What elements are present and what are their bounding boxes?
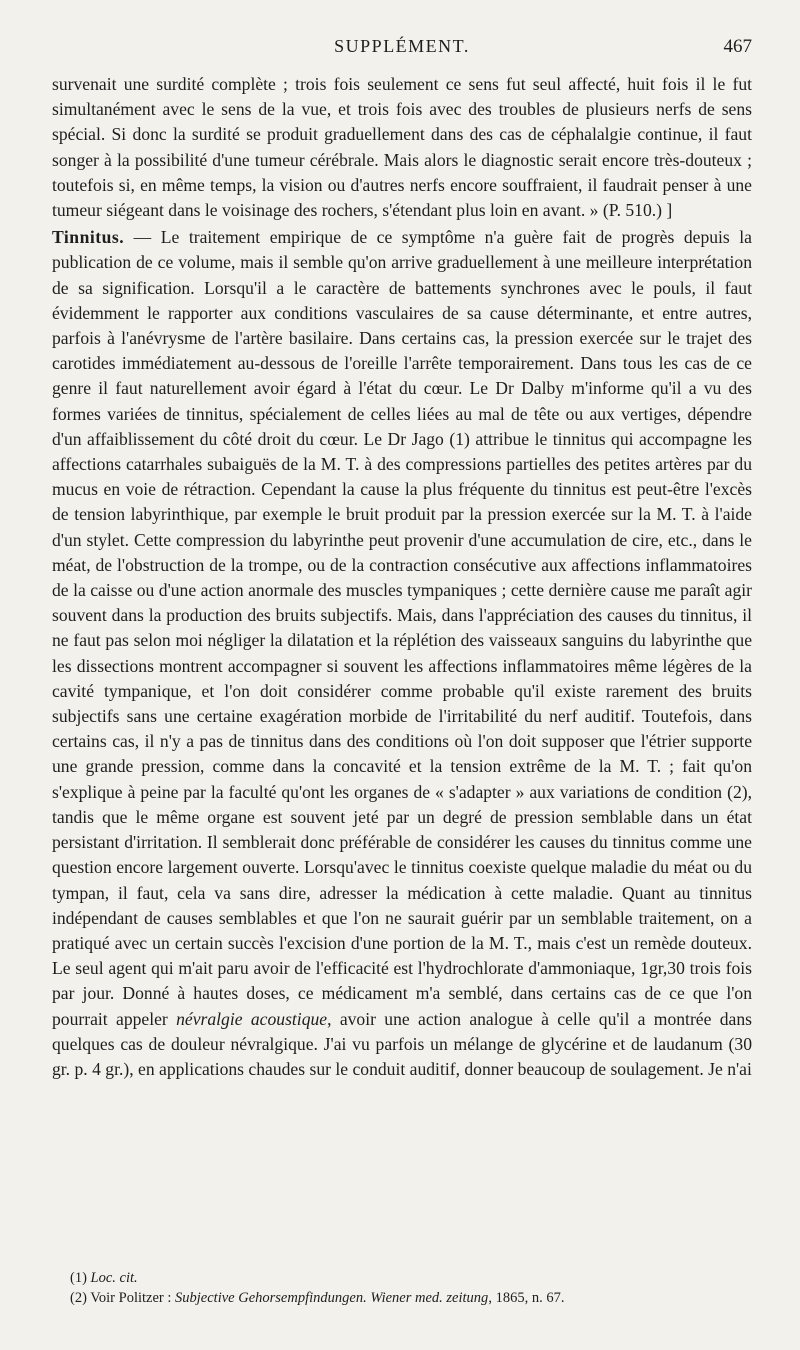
running-title: SUPPLÉMENT. (334, 36, 470, 56)
page-number: 467 (723, 36, 752, 57)
entry-term: Tinnitus. (52, 227, 125, 248)
footnote-2-number: (2) (70, 1290, 87, 1306)
footnote-1-number: (1) (70, 1270, 87, 1286)
footnote-1 (70, 1268, 752, 1288)
paragraph-text-b: , avoir une action analogue à celle qu'il a montrée dans quelques cas de douleur névralgique. J'ai vu parfois un mélange de glycérine et de laudanum (30 gr. p. 4 gr.), en applications chaudes sur le conduit auditif, donner beaucoup de soulagement. Je n'ai (52, 1008, 752, 1079)
footnotes (70, 1268, 752, 1308)
page-header (52, 32, 752, 72)
footnote-1-text: Loc. cit. (90, 1270, 138, 1286)
italic-term: névralgie acoustique (176, 1008, 328, 1029)
body-text (52, 72, 752, 1082)
footnote-2-prefix: Voir Politzer : (90, 1290, 176, 1306)
paragraph-text-a: — Le traitement empirique de ce symptôme n'a guère fait de progrès depuis la publication de ce volume, mais il semble qu'on arrive graduellement à une meilleure interprétation de sa signification. Lorsqu'il a le caractère de battements synchrones avec le pouls, il faut évidemment le rapporter aux conditions vasculaires de sa cause déterminante, et entre autres, parfois à l'anévrysme de l'artère basilaire. Dans certains cas, la pression exercée sur le trajet des carotides immédiatement au-dessous de l'oreille l'arrête temporairement. Dans tous les cas de ce genre il faut naturellement avoir égard à l'état du cœur. Le Dr Dalby m'informe qu'il a vu des formes variées de tinnitus, spécialement de celles liées au mal de tête ou aux vertiges, dépendre d'un affaiblissement du côté droit du cœur. Le Dr Jago (1) attribue le tinnitus qui accompagne les affections catarrhales subaiguës de la M. T. à des compressions partielles des petites artères par du mucus en voie de rétraction. Cependant la cause la plus fréquente du tinnitus est peut-être l'excès de tension labyrinthique, par exemple le bruit produit par la pression exercée sur la M. T. à l'aide d'un stylet. Cette compression du labyrinthe peut provenir d'une accumulation de cire, etc., dans le méat, de l'obstruction de la trompe, ou de la contraction consécutive aux affections inflammatoires de la caisse ou d'une action anormale des muscles tympaniques ; cette dernière cause me paraît agir souvent dans la production des bruits subjectifs. Mais, dans l'appréciation des causes du tinnitus, il ne faut pas selon moi négliger la dilatation et la réplétion des vaisseaux sanguins du labyrinthe que les dissections montrent accompagner si souvent les affections inflammatoires même légères de la cavité tympanique, et l'on doit considérer comme probable qu'il existe rarement des bruits subjectifs sans une certaine exagération morbide de l'irritabilité du nerf auditif. Toutefois, dans certains cas, il n'y a pas de tinnitus dans des conditions où l'on doit supposer que l'étrier supporte une grande pression, comme dans la concavité et la tension extrême de la M. T. ; fait qu'on s'explique à peine par la faculté qu'ont les organes de « s'adapter » aux variations de condition (2), tandis que le même organe est souvent jeté par un degré de pression semblable dans un état persistant d'irritation. Il semblerait donc préférable de considérer les causes du tinnitus comme une question encore largement ouverte. Lorsqu'avec le tinnitus coexiste quelque maladie du méat ou du tympan, il faut, cela va sans dire, adresser la médication à cette maladie. Quant au tinnitus indépendant de causes semblables et que l'on ne saurait guérir par un semblable traitement, on a pratiqué avec un certain succès l'excision d'une portion de la M. T., mais c'est un remède douteux. Le seul agent qui m'ait paru avoir de l'efficacité est l'hydrochlorate d'ammoniaque, 1gr,30 trois fois par jour. Donné à hautes doses, ce médicament m'a semblé, dans certains cas de ce que l'on pourrait appeler (52, 227, 752, 1029)
paragraph-continuation: survenait une surdité complète ; trois fois seulement ce sens fut seul affecté, huit fois il le fut simultanément avec le sens de la vue, et trois fois avec des troubles de plusieurs nerfs de sens spécial. Si donc la surdité se produit graduellement dans des cas de céphalalgie continue, il faut songer à la possibilité d'une tumeur cérébrale. Mais alors le diagnostic serait encore très-douteux ; toutefois si, en même temps, la vision ou d'autres nerfs encore souffraient, il faudrait penser à une tumeur siégeant dans le voisinage des rochers, s'étendant plus loin en avant. » (P. 510.) ] (52, 74, 752, 221)
footnote-2-suffix: , 1865, n. 67. (488, 1290, 565, 1306)
footnote-2-title: Subjective Gehorsempfindungen. Wiener med. zeitung (175, 1290, 489, 1306)
paragraph-tinnitus (52, 225, 752, 1082)
footnote-2 (70, 1288, 752, 1308)
